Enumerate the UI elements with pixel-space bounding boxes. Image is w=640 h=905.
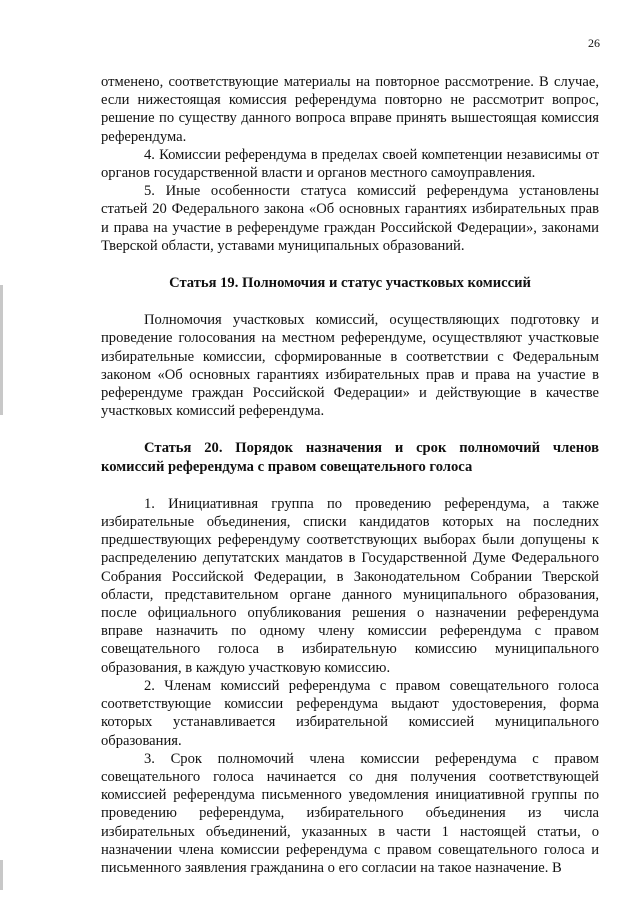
paragraph-clause-5: 5. Иные особенности статуса комиссий референдума установлены статьей 20 Федерального закона «Об основных гарантиях избирательных прав и права на участие в референдуме граждан Российской Федерации», законами Тверской области, уставами муниципальных образований. (101, 183, 599, 254)
article-20-clause-3: 3. Срок полномочий члена комиссии референдума с правом совещательного голоса начинается со дня получения соответствующей комиссией референдума письменного уведомления инициативной группы по проведению референдума, избирательного объединения из числа избирательных объединений, указанных в части 1 настоящей статьи, о назначении члена комиссии референдума с правом совещательного голоса и письменного заявления гражданина о его согласии на такое назначение. В (101, 750, 599, 876)
article-19-heading: Статья 19. Полномочия и статус участковых комиссий (169, 275, 531, 292)
scan-edge-mark (0, 860, 3, 890)
article-20-heading: Статья 20. Порядок назначения и срок полномочий членов комиссий референдума с правом совещательного голоса (101, 440, 599, 475)
article-20-clause-1: 1. Инициативная группа по проведению референдума, а также избирательные объединения, списки кандидатов которых на последних предшествующих референдуму соответствующих выборах были допущены к распределению депутатских мандатов в Государственной Думе Федерального Собрания Российской Федерации, в Законодательном Собрании Тверской области, представительном органе данного муниципального образования, после официального опубликования решения о назначении референдума вправе назначить по одному члену комиссии референдума с правом совещательного голоса в избирательную комиссию муниципального образования, в каждую участковую комиссию. (101, 495, 599, 676)
document-body (101, 73, 599, 877)
page-number: 26 (588, 36, 600, 50)
article-19-paragraph: Полномочия участковых комиссий, осуществляющих подготовку и проведение голосования на местном референдуме, осуществляют участковые избирательные комиссии, сформированные в соответствии с Федеральным законом «Об основных гарантиях избирательных прав и права на участие в референдуме граждан Российской Федерации» и действующие в качестве участковых комиссий референдума. (101, 312, 599, 420)
article-20-clause-2: 2. Членам комиссий референдума с правом совещательного голоса соответствующие комиссии референдума выдают удостоверения, форма которых устанавливается избирательной комиссией муниципального образования. (101, 677, 599, 749)
paragraph-clause-4: 4. Комиссии референдума в пределах своей компетенции независимы от органов государственной власти и органов местного самоуправления. (101, 146, 599, 182)
paragraph-continuation: отменено, соответствующие материалы на повторное рассмотрение. В случае, если нижестоящая комиссия референдума повторно не рассмотрит вопрос, решение по существу данного вопроса вправе принять вышестоящая комиссия референдума. (101, 74, 599, 145)
scan-edge-mark (0, 285, 3, 415)
